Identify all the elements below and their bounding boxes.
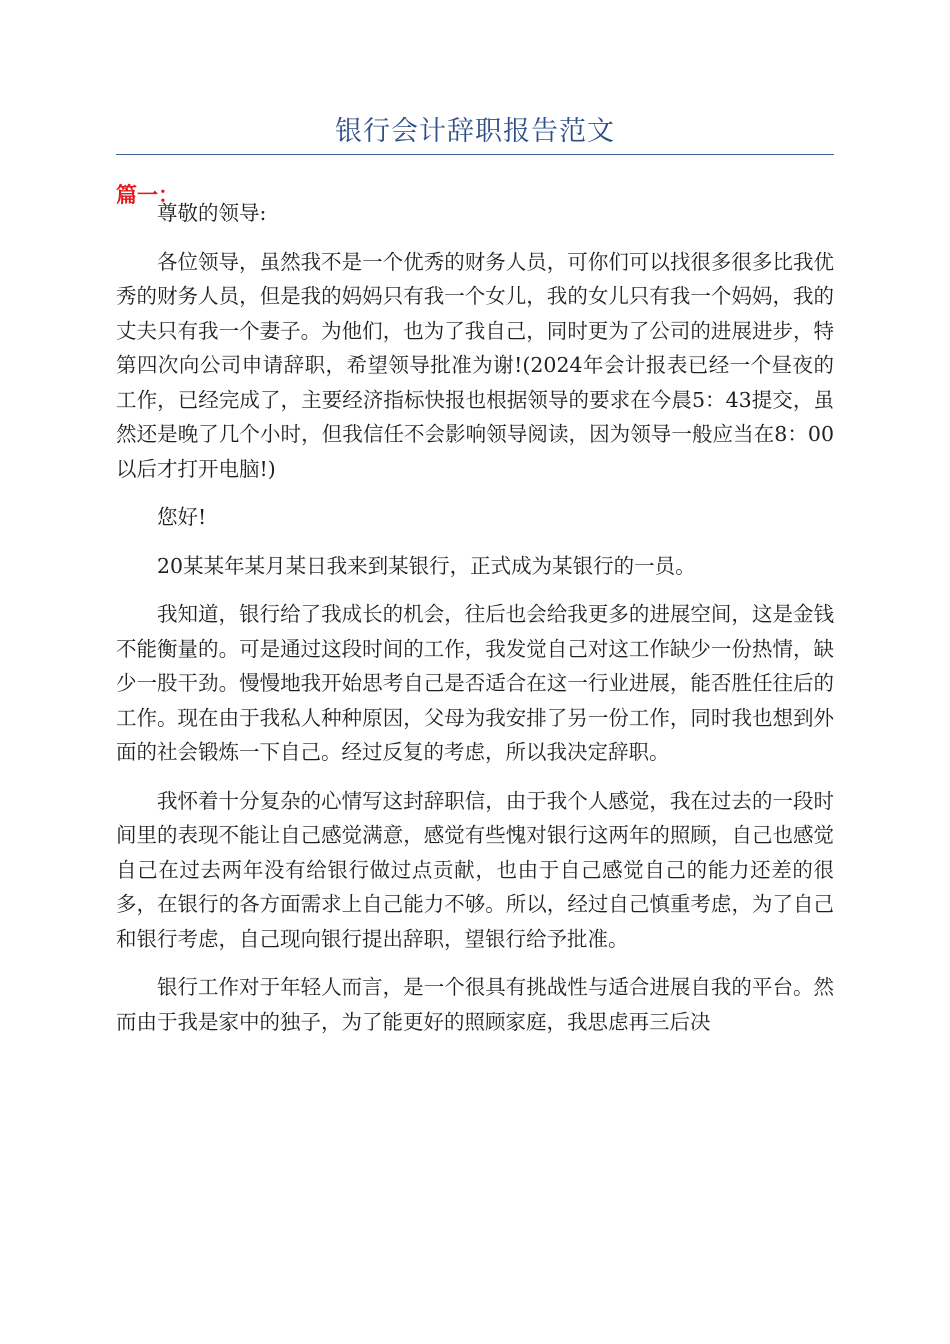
body-paragraph: 我怀着十分复杂的心情写这封辞职信，由于我个人感觉，我在过去的一段时间里的表现不能让自己感觉满意，感觉有些愧对银行这两年的照顾，自己也感觉自己在过去两年没有给银行做过点贡献，也由于自己感觉自己的能力还差的很多，在银行的各方面需求上自己能力不够。所以，经过自己慎重考虑，为了自己和银行考虑，自己现向银行提出辞职，望银行给予批准。: [116, 788, 834, 951]
body-paragraph: 20某某年某月某日我来到某银行，正式成为某银行的一员。: [157, 553, 696, 578]
body-paragraph: 我知道，银行给了我成长的机会，往后也会给我更多的进展空间，这是金钱不能衡量的。可是通过这段时间的工作，我发觉自己对这工作缺少一份热情，缺少一股干劲。慢慢地我开始思考自己是否适合在这一行业进展，能否胜任往后的工作。现在由于我私人种种原因，父母为我安排了另一份工作，同时我也想到外面的社会锻炼一下自己。经过反复的考虑，所以我决定辞职。: [116, 602, 834, 764]
title-underline: [116, 154, 834, 155]
section-heading: 篇一：: [116, 183, 179, 207]
document-title: 银行会计辞职报告范文: [335, 116, 615, 147]
document-body: [116, 196, 834, 1053]
body-paragraph: 银行工作对于年轻人而言，是一个很具有挑战性与适合进展自我的平台。然而由于我是家中的独子，为了能更好的照顾家庭，我思虑再三后决: [116, 975, 834, 1034]
greeting: 您好!: [157, 505, 207, 529]
salutation: 尊敬的领导:: [157, 201, 267, 225]
body-paragraph: 各位领导，虽然我不是一个优秀的财务人员，可你们可以找很多很多比我优秀的财务人员，但是我的妈妈只有我一个女儿，我的女儿只有我一个妈妈，我的丈夫只有我一个妻子。为他们，也为了我自己，同时更为了公司的进展进步，特第四次向公司申请辞职，希望领导批准为谢!(2024年会计报表已经一个昼夜的工作，已经完成了，主要经济指标快报也根据领导的要求在今晨5：43提交，虽然还是晚了几个小时，但我信任不会影响领导阅读，因为领导一般应当在8：00以后才打开电脑!): [116, 249, 834, 481]
